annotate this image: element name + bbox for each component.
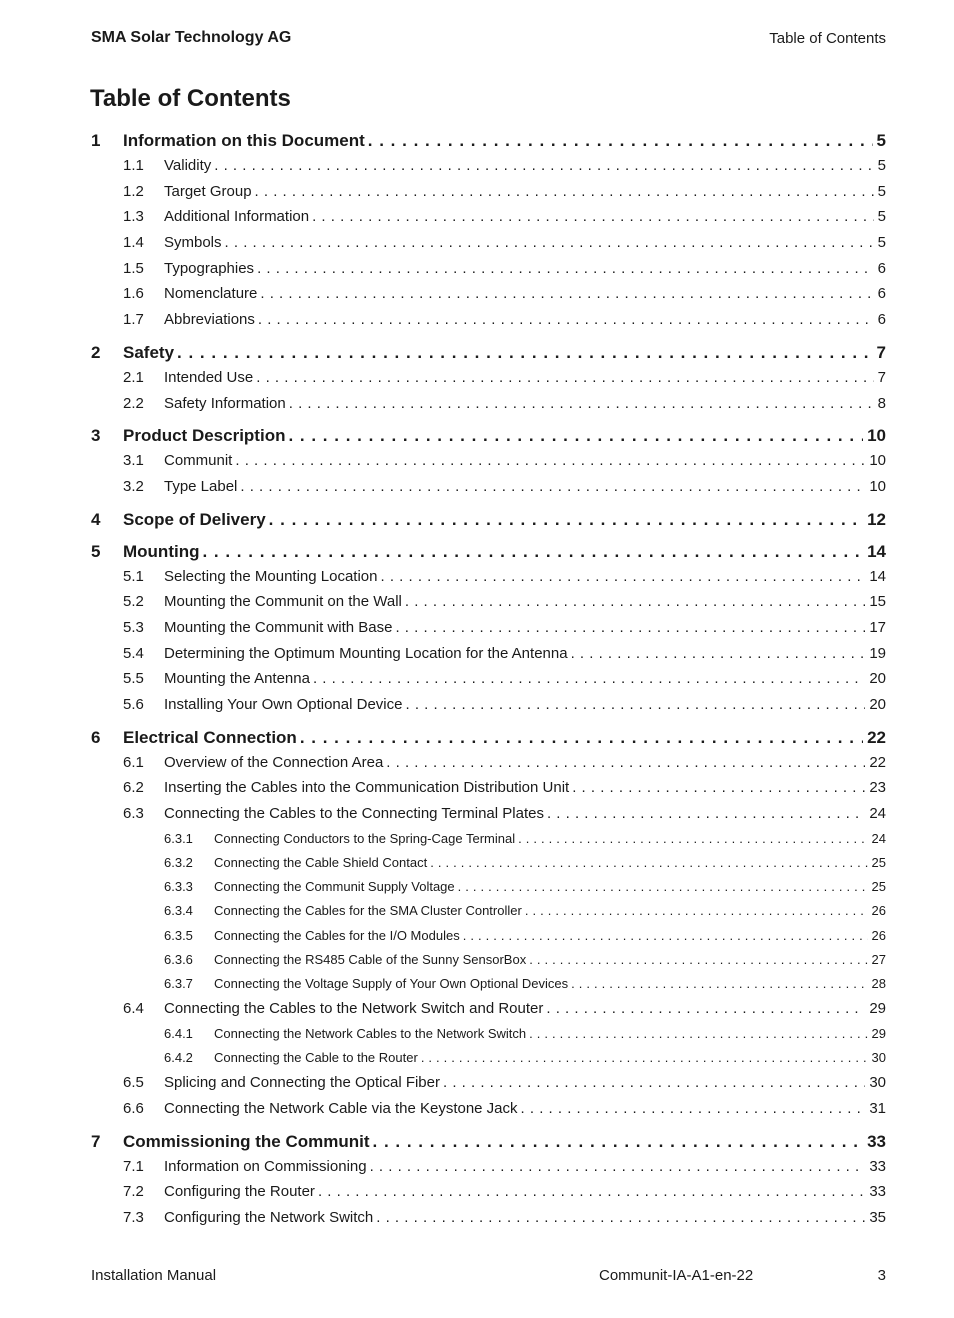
toc-entry-number: 3.2 (123, 477, 144, 495)
toc-entry-page: 28 (871, 975, 886, 991)
toc-leader-dots (285, 426, 863, 446)
toc-entry[interactable] (91, 593, 886, 619)
toc-entry-number: 6.3.1 (164, 830, 193, 846)
toc-entry[interactable] (91, 1183, 886, 1209)
toc-leader-dots (315, 1183, 865, 1200)
toc-entry-title: Safety (123, 342, 175, 362)
toc-entry-number: 6.2 (123, 779, 144, 797)
toc-entry-number: 6.3.6 (164, 951, 193, 967)
toc-entry-number: 1 (91, 131, 101, 150)
toc-entry[interactable] (91, 208, 886, 234)
toc-entry-page: 23 (869, 779, 886, 797)
page-footer (91, 1267, 886, 1289)
toc-entry-number: 6.4.1 (164, 1025, 193, 1041)
toc-entry-page: 6 (877, 285, 886, 303)
toc-leader-dots (460, 928, 868, 943)
toc-entry-title: Type Label (164, 477, 238, 495)
toc-entry-number: 7.2 (123, 1183, 144, 1201)
toc-entry-number: 6.1 (123, 753, 144, 771)
toc-entry-title: Connecting the Network Cable via the Keystone Jack (164, 1099, 518, 1117)
toc-entry-page: 25 (871, 879, 886, 895)
toc-entry-title: Determining the Optimum Mounting Location for the Antenna (164, 644, 568, 662)
toc-entry-page: 22 (869, 753, 886, 771)
toc-entry[interactable] (91, 343, 886, 369)
toc-leader-dots (455, 879, 868, 894)
toc-leader-dots (199, 542, 863, 562)
toc-entry-page: 27 (871, 951, 886, 967)
toc-leader-dots (402, 593, 865, 610)
toc-entry-number: 3 (91, 426, 101, 446)
toc-entry-title: Product Description (123, 426, 286, 446)
toc-entry-title: Configuring the Network Switch (164, 1208, 374, 1226)
toc-leader-dots (253, 369, 873, 386)
toc-entry-title: Abbreviations (164, 311, 255, 329)
toc-leader-dots (286, 395, 874, 412)
toc-entry-number: 1.7 (123, 311, 144, 329)
toc-entry[interactable] (91, 285, 886, 311)
toc-entry-title: Splicing and Connecting the Optical Fiber (164, 1074, 440, 1092)
toc-entry[interactable] (91, 928, 886, 952)
toc-leader-dots (370, 1132, 864, 1152)
toc-entry-number: 1.1 (123, 157, 144, 174)
section-title: Table of Contents (769, 29, 886, 47)
toc-leader-dots (402, 696, 865, 713)
toc-entry-page: 6 (877, 311, 886, 329)
document-id: Communit-IA-A1-en-22 (599, 1267, 754, 1284)
toc-entry-number: 5.2 (123, 593, 144, 611)
toc-entry[interactable] (91, 395, 886, 421)
toc-entry-page: 22 (867, 727, 886, 747)
toc-entry[interactable] (91, 183, 886, 209)
toc-entry-title: Connecting Conductors to the Spring-Cage Terminal (214, 830, 516, 846)
toc-entry-page: 5 (876, 131, 886, 150)
toc-entry-page: 25 (871, 854, 886, 870)
toc-leader-dots (232, 452, 865, 469)
toc-leader-dots (526, 952, 867, 967)
toc-entry-number: 5.5 (123, 670, 144, 688)
toc-leader-dots (526, 1026, 867, 1041)
toc-entry-number: 1.3 (123, 208, 144, 226)
toc-entry-page: 35 (869, 1208, 886, 1226)
toc-entry-number: 5.4 (123, 644, 144, 662)
toc-leader-dots (392, 619, 865, 636)
toc-entry-page: 31 (869, 1099, 886, 1117)
toc-entry-number: 1.2 (123, 182, 144, 200)
page-number: 3 (877, 1267, 886, 1284)
toc-entry-number: 6.3.4 (164, 903, 193, 919)
toc-entry-page: 14 (869, 567, 886, 585)
toc-entry-number: 6.4.2 (164, 1049, 193, 1065)
toc-leader-dots (440, 1074, 865, 1091)
toc-entry[interactable] (91, 1132, 886, 1158)
toc-entry[interactable] (91, 1026, 886, 1050)
toc-entry-number: 6.4 (123, 1000, 144, 1018)
toc-leader-dots (569, 779, 865, 796)
toc-entry[interactable] (91, 879, 886, 903)
toc-entry[interactable] (91, 369, 886, 395)
toc-entry-title: Mounting the Communit on the Wall (164, 593, 402, 611)
toc-entry-title: Mounting the Antenna (164, 670, 310, 688)
toc-entry-title: Information on Commissioning (164, 1157, 367, 1175)
toc-entry-page: 5 (877, 208, 886, 226)
toc-entry-title: Information on this Document (123, 131, 365, 150)
toc-entry-title: Overview of the Connection Area (164, 753, 384, 771)
toc-entry-page: 33 (867, 1131, 886, 1151)
toc-entry-title: Connecting the Cables to the Connecting Terminal Plates (164, 805, 544, 823)
toc-entry-page: 24 (871, 830, 886, 846)
toc-entry-number: 2.2 (123, 394, 144, 412)
toc-entry-number: 6.5 (123, 1074, 144, 1092)
toc-leader-dots (222, 234, 874, 251)
toc-entry[interactable] (91, 311, 886, 337)
toc-entry-number: 5.6 (123, 696, 144, 713)
toc-entry-title: Safety Information (164, 394, 286, 412)
toc-leader-dots (211, 157, 873, 174)
toc-entry[interactable] (91, 855, 886, 879)
toc-entry-page: 8 (877, 394, 886, 412)
toc-leader-dots (427, 855, 867, 870)
toc-leader-dots (174, 343, 873, 363)
table-of-contents (91, 125, 886, 1235)
toc-entry-title: Connecting the Cables for the I/O Modules (214, 927, 460, 943)
toc-entry-number: 6 (91, 727, 101, 747)
toc-entry-number: 7.3 (123, 1208, 144, 1226)
toc-leader-dots (237, 478, 865, 495)
toc-entry-title: Connecting the Cables to the Network Switch and Router (164, 1000, 544, 1018)
toc-leader-dots (255, 311, 874, 328)
toc-entry-title: Communit (164, 452, 233, 470)
toc-leader-dots (522, 903, 868, 918)
toc-entry[interactable] (91, 754, 886, 780)
toc-entry-page: 10 (869, 477, 886, 495)
toc-entry-number: 6.6 (123, 1099, 144, 1117)
toc-entry-page: 5 (877, 234, 886, 252)
toc-entry[interactable] (91, 779, 886, 805)
toc-entry-page: 5 (877, 157, 886, 174)
toc-entry-number: 5.1 (123, 567, 144, 585)
toc-entry[interactable] (91, 728, 886, 754)
toc-entry-number: 6.3 (123, 805, 144, 823)
toc-leader-dots (418, 1050, 868, 1065)
toc-entry-title: Connecting the Network Cables to the Network Switch (214, 1025, 527, 1041)
toc-leader-dots (515, 831, 867, 846)
toc-entry[interactable] (91, 234, 886, 260)
toc-entry[interactable] (91, 452, 886, 478)
toc-leader-dots (568, 645, 866, 662)
toc-entry-number: 2.1 (123, 368, 144, 386)
toc-entry[interactable] (91, 670, 886, 696)
toc-leader-dots (377, 568, 865, 585)
toc-entry-number: 3.1 (123, 452, 144, 470)
toc-entry[interactable] (91, 568, 886, 594)
toc-entry-number: 2 (91, 342, 101, 362)
toc-entry-title: Connecting the Cable to the Router (214, 1049, 418, 1065)
toc-entry-title: Mounting (123, 541, 200, 561)
toc-entry-number: 7.1 (123, 1157, 144, 1175)
toc-entry-title: Mounting the Communit with Base (164, 618, 393, 636)
toc-entry-title: Validity (164, 157, 212, 174)
toc-entry-title: Additional Information (164, 208, 310, 226)
toc-leader-dots (544, 805, 865, 822)
toc-entry-page: 30 (869, 1074, 886, 1092)
toc-entry-title: Scope of Delivery (123, 509, 266, 529)
toc-entry-number: 5 (91, 541, 101, 561)
toc-entry-title: Installing Your Own Optional Device (164, 696, 403, 713)
toc-entry[interactable] (91, 542, 886, 568)
toc-entry-title: Symbols (164, 234, 222, 252)
toc-entry-number: 6.3.5 (164, 927, 193, 943)
toc-entry[interactable] (91, 696, 886, 722)
toc-leader-dots (383, 754, 865, 771)
toc-entry-page: 24 (869, 805, 886, 823)
toc-leader-dots (373, 1209, 865, 1226)
toc-entry-number: 6.3.3 (164, 879, 193, 895)
toc-entry-title: Inserting the Cables into the Communication Distribution Unit (164, 779, 570, 797)
toc-entry-page: 14 (867, 541, 886, 561)
toc-entry-title: Electrical Connection (123, 727, 297, 747)
toc-entry[interactable] (91, 645, 886, 671)
manual-name: Installation Manual (91, 1267, 217, 1284)
toc-entry-page: 29 (871, 1025, 886, 1041)
toc-entry-title: Connecting the Communit Supply Voltage (214, 879, 455, 895)
toc-leader-dots (309, 208, 874, 225)
toc-entry-number: 7 (91, 1131, 101, 1151)
toc-entry-number: 6.3.7 (164, 975, 193, 991)
toc-entry[interactable] (91, 426, 886, 452)
toc-leader-dots (257, 285, 873, 302)
toc-entry-page: 19 (869, 644, 886, 662)
toc-leader-dots (266, 510, 863, 530)
toc-entry-page: 7 (876, 342, 886, 362)
toc-entry-page: 7 (877, 368, 886, 386)
toc-entry-page: 30 (871, 1049, 886, 1065)
toc-entry-number: 1.6 (123, 285, 144, 303)
toc-entry-title: Selecting the Mounting Location (164, 567, 378, 585)
toc-entry-page: 33 (869, 1157, 886, 1175)
toc-entry[interactable] (91, 1000, 886, 1026)
toc-entry-page: 20 (869, 670, 886, 688)
toc-entry-page: 29 (869, 1000, 886, 1018)
toc-entry-title: Typographies (164, 259, 255, 277)
toc-entry-title: Connecting the Cable Shield Contact (214, 854, 428, 870)
toc-entry-title: Connecting the Voltage Supply of Your Own Optional Devices (214, 975, 569, 991)
toc-entry-number: 5.3 (123, 618, 144, 636)
toc-entry-page: 5 (877, 182, 886, 200)
toc-leader-dots (252, 183, 874, 200)
toc-entry-title: Nomenclature (164, 285, 258, 303)
toc-leader-dots (543, 1000, 865, 1017)
toc-entry[interactable] (91, 976, 886, 1000)
toc-entry[interactable] (91, 510, 886, 536)
toc-entry-title: Target Group (164, 182, 252, 200)
toc-entry-page: 6 (877, 259, 886, 277)
toc-entry[interactable] (91, 1050, 886, 1074)
page-header (91, 27, 886, 49)
toc-entry[interactable] (91, 260, 886, 286)
toc-leader-dots (297, 728, 863, 748)
toc-entry[interactable] (91, 131, 886, 157)
toc-entry-page: 10 (869, 452, 886, 470)
toc-entry-page: 20 (869, 696, 886, 713)
toc-entry-number: 6.3.2 (164, 854, 193, 870)
toc-entry-title: Connecting the RS485 Cable of the Sunny SensorBox (214, 951, 527, 967)
toc-entry-title: Connecting the Cables for the SMA Cluster Controller (214, 903, 522, 919)
toc-entry[interactable] (91, 952, 886, 976)
toc-entry-number: 1.5 (123, 259, 144, 277)
toc-leader-dots (367, 1158, 866, 1175)
toc-entry-title: Intended Use (164, 368, 254, 386)
toc-entry-number: 1.4 (123, 234, 144, 252)
company-name: SMA Solar Technology AG (91, 29, 292, 46)
toc-leader-dots (365, 131, 873, 151)
toc-entry[interactable] (91, 619, 886, 645)
toc-entry-page: 26 (871, 927, 886, 943)
toc-leader-dots (310, 670, 865, 687)
toc-entry-page: 17 (869, 618, 886, 636)
toc-leader-dots (254, 260, 874, 277)
toc-entry[interactable] (91, 805, 886, 831)
toc-entry[interactable] (91, 478, 886, 504)
toc-leader-dots (568, 976, 867, 991)
page-title: Table of Contents (90, 85, 291, 112)
toc-entry-page: 33 (869, 1183, 886, 1201)
toc-entry-page: 12 (867, 509, 886, 529)
toc-entry-title: Commissioning the Communit (123, 1131, 370, 1151)
toc-entry-page: 15 (869, 593, 886, 611)
toc-entry-number: 4 (91, 509, 101, 529)
toc-entry[interactable] (91, 903, 886, 927)
toc-entry[interactable] (91, 831, 886, 855)
toc-entry[interactable] (91, 1074, 886, 1100)
toc-entry[interactable] (91, 1100, 886, 1126)
toc-entry[interactable] (91, 157, 886, 183)
toc-entry[interactable] (91, 1209, 886, 1235)
toc-entry-page: 26 (871, 903, 886, 919)
toc-entry-page: 10 (867, 426, 886, 446)
toc-entry-title: Configuring the Router (164, 1183, 315, 1201)
toc-entry[interactable] (91, 1158, 886, 1184)
toc-leader-dots (518, 1100, 866, 1117)
